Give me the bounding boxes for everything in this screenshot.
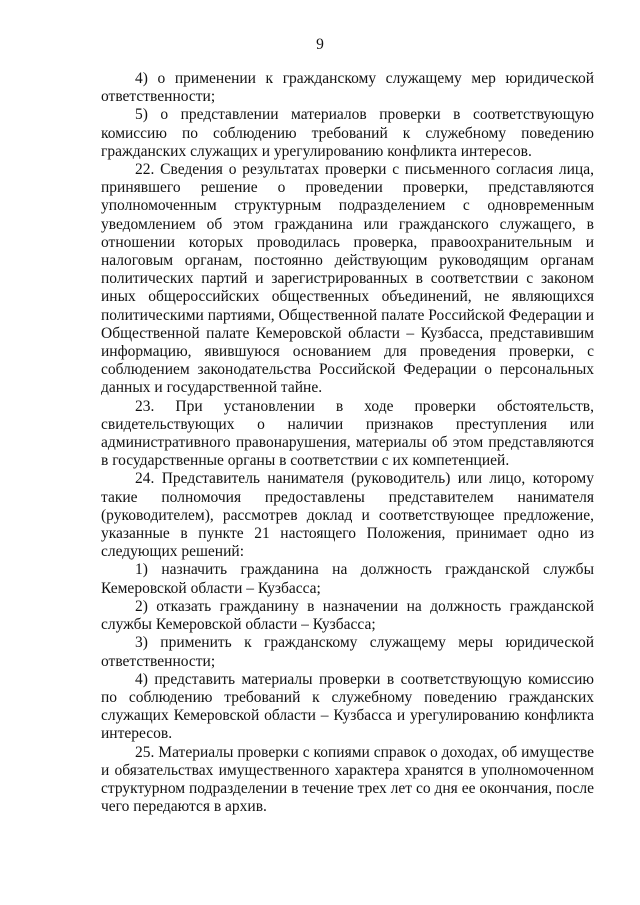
paragraph-item-4-sanctions: 4) о применении к гражданскому служащему мер юридической ответственности; (101, 70, 594, 106)
decision-item-3-sanction: 3) применить к гражданскому служащему меры юридической ответственности; (101, 634, 594, 670)
decision-item-1-appoint: 1) назначить гражданина на должность гражданской службы Кемеровской области – Кузбасса; (101, 561, 594, 597)
paragraph-22-results-disclosure: 22. Сведения о результатах проверки с письменного согласия лица, принявшего решение о проведении проверки, представляются уполномоченным структурным подразделением с одновременным уведомлением об этом гражданина или гражданского служащего, в отношении которых проводилась проверка, правоохранительным и налоговым органам, постоянно действующим руководящим органам политических партий и зарегистрированных в соответствии с законом иных общероссийских общественных объединений, не являющихся политическими партиями, Общественной палате Российской Федерации и Общественной палате Кемеровской области – Кузбасса, представившим информацию, явившуюся основанием для проведения проверки, с соблюдением законодательства Российской Федерации о персональных данных и государственной тайне. (101, 161, 594, 397)
document-body (101, 70, 594, 816)
decision-item-2-refuse: 2) отказать гражданину в назначении на должность гражданской службы Кемеровской области – Кузбасса; (101, 597, 594, 634)
decision-item-4-commission: 4) представить материалы проверки в соответствующую комиссию по соблюдению требований к служебному поведению гражданских служащих Кемеровской области – Кузбасса и урегулированию конфликта интересов. (101, 670, 594, 743)
paragraph-24-employer-decision: 24. Представитель нанимателя (руководитель) или лицо, которому такие полномочия предоставлены представителем нанимателя (руководителем), рассмотрев доклад и соответствующее предложение, указанные в пункте 21 настоящего Положения, принимает одно из следующих решений: (101, 470, 594, 561)
paragraph-item-5-commission: 5) о представлении материалов проверки в соответствующую комиссию по соблюдению требований к служебному поведению гражданских служащих и урегулированию конфликта интересов. (101, 106, 594, 160)
page-number: 9 (316, 36, 324, 53)
paragraph-25-archive: 25. Материалы проверки с копиями справок о доходах, об имуществе и обязательствах имущественного характера хранятся в уполномоченном структурном подразделении в течение трех лет со дня ее окончания, после чего передаются в архив. (101, 743, 594, 816)
paragraph-23-crime-signs: 23. При установлении в ходе проверки обстоятельств, свидетельствующих о наличии признаков преступления или административного правонарушения, материалы об этом представляются в государственные органы в соответствии с их компетенцией. (101, 397, 594, 470)
